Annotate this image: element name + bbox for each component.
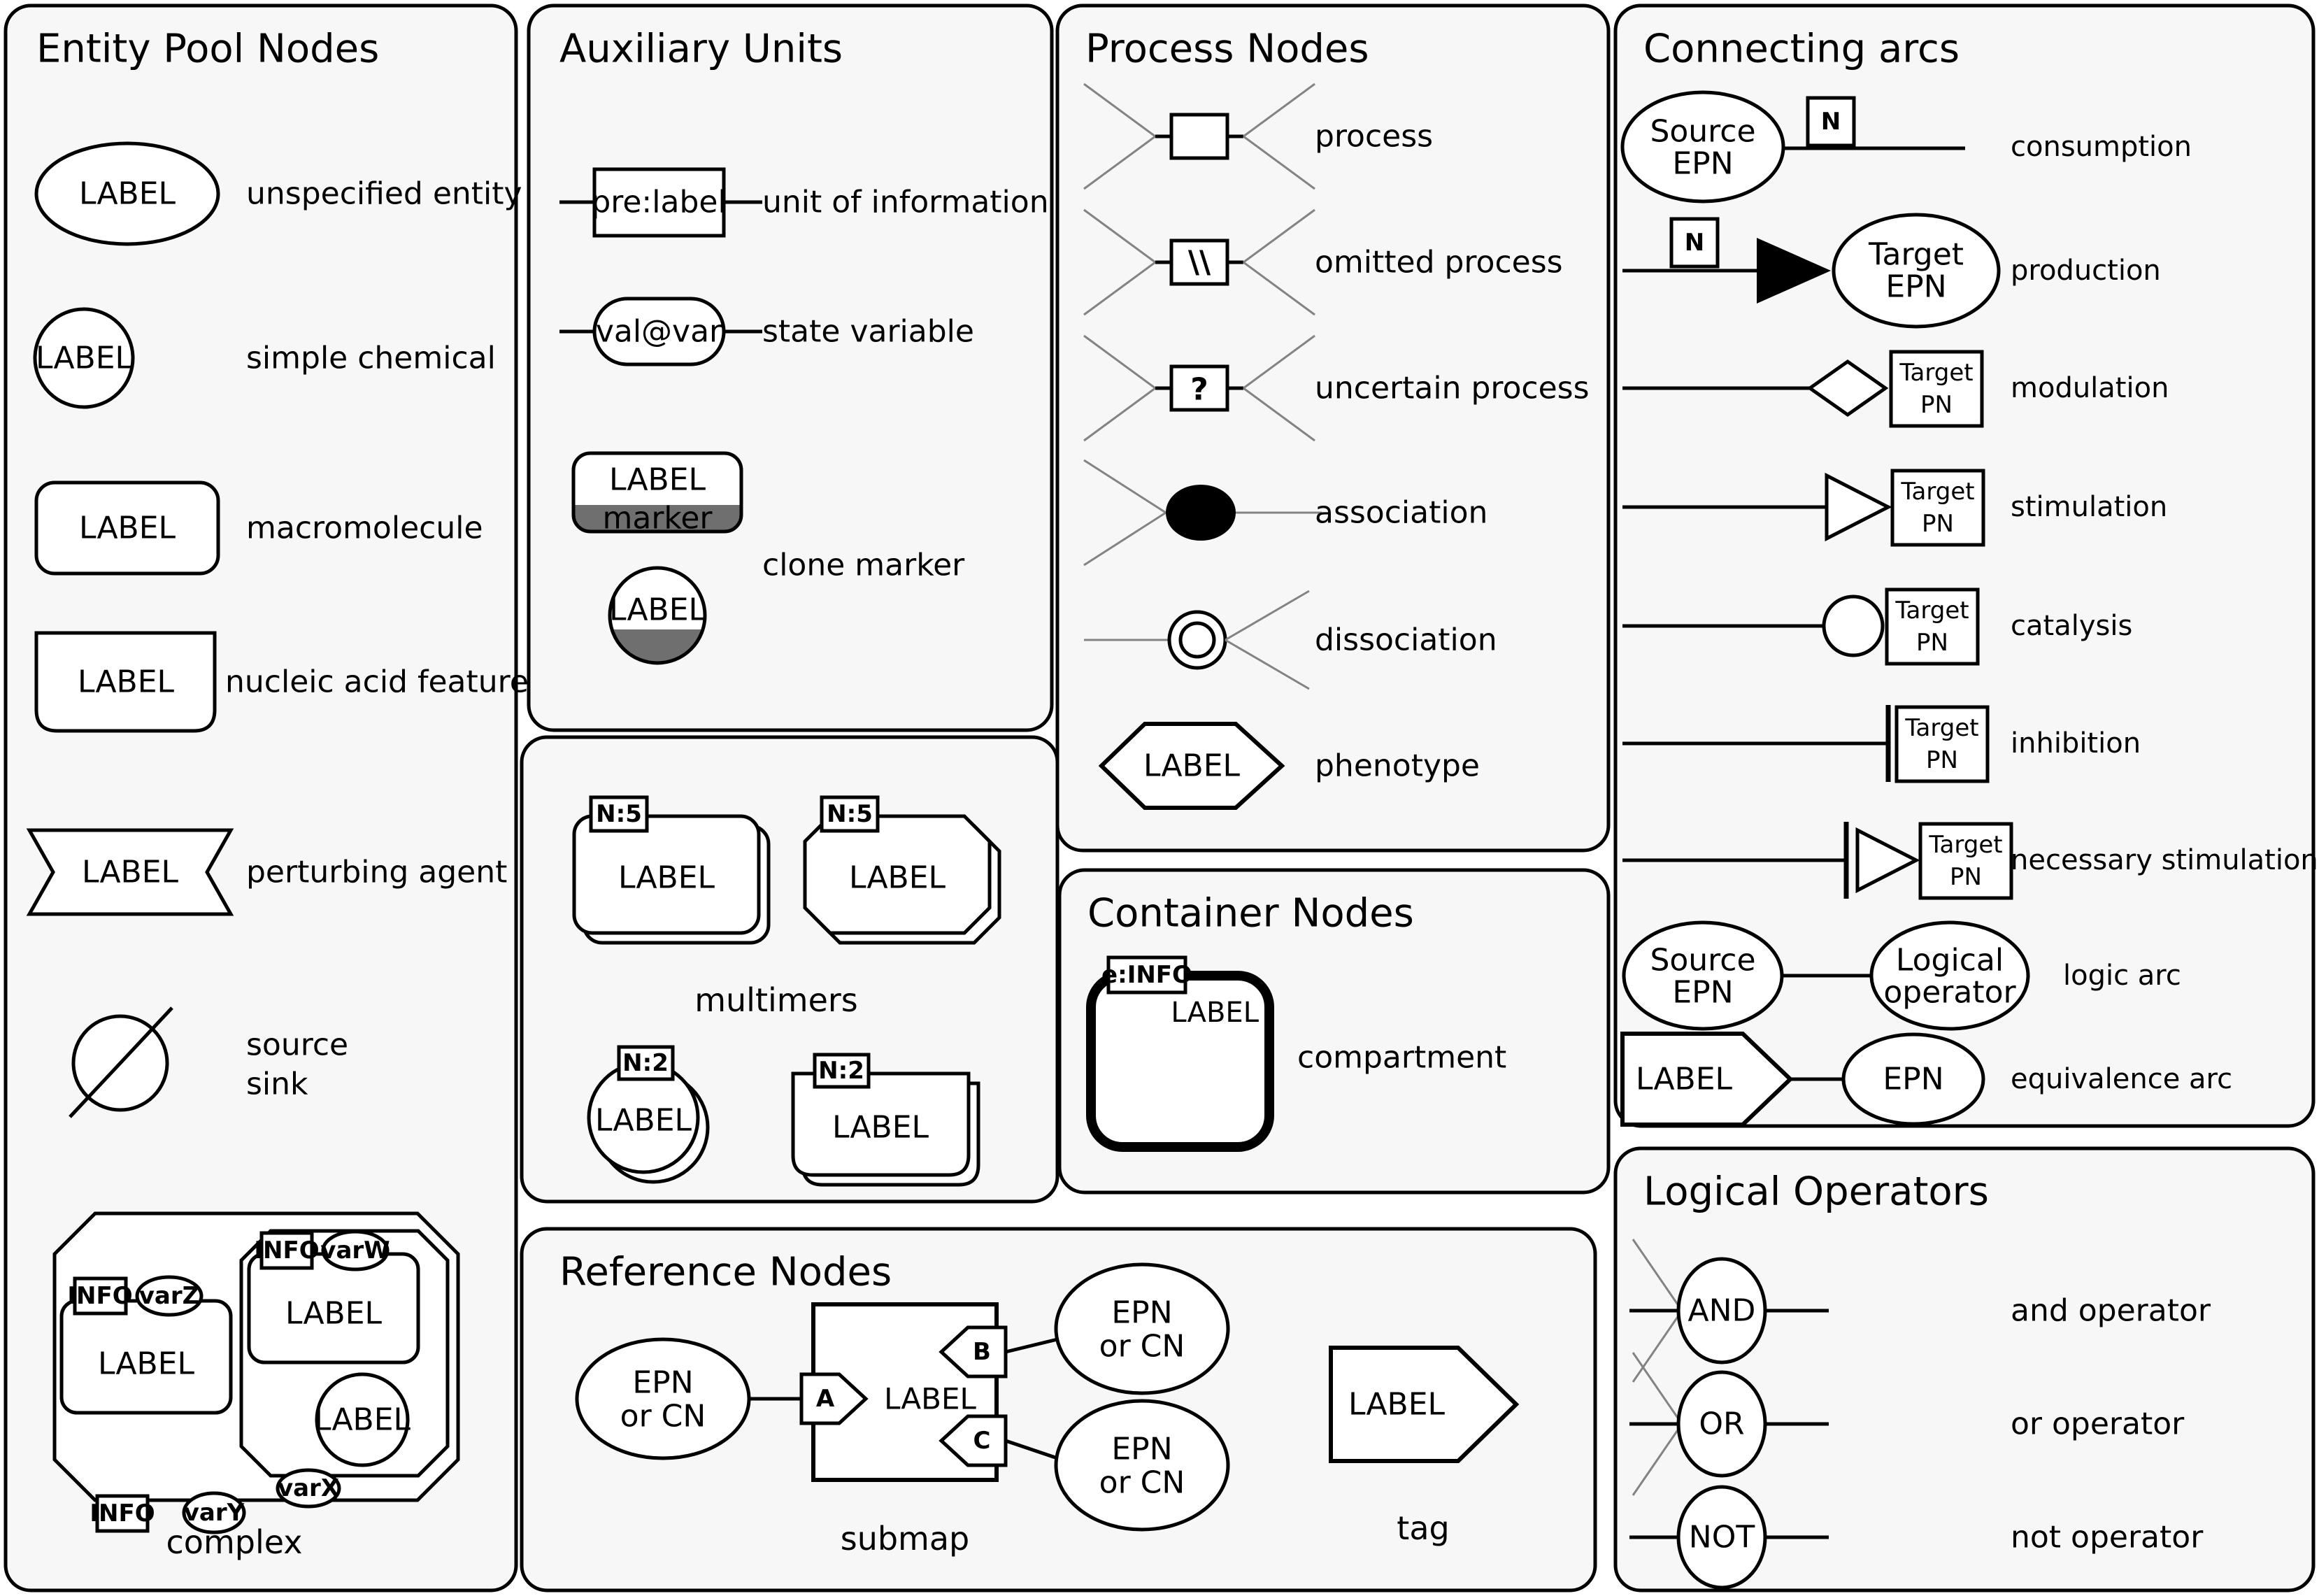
multimers-caption: multimers: [694, 981, 858, 1019]
phenotype-caption: phenotype: [1315, 748, 1480, 784]
dissociation-outer-circle: [1169, 612, 1225, 668]
unspecified-entity-caption: unspecified entity: [246, 176, 522, 212]
consumption-caption: consumption: [2011, 131, 2192, 163]
omitted-process-caption: omitted process: [1315, 244, 1563, 280]
chemical-multimer-label: LABEL: [594, 1102, 692, 1139]
association-shape: [1166, 485, 1236, 541]
submap-tag-b-text: B: [973, 1338, 991, 1366]
or-operator-caption: or operator: [2011, 1406, 2185, 1442]
auxiliary-panel-border: [529, 6, 1052, 730]
panel-reference-nodes: [522, 1229, 1595, 1590]
macromolecule-caption: macromolecule: [246, 510, 483, 546]
panel-multimers: [522, 737, 1057, 1202]
panel-entity-pool-nodes: [6, 6, 529, 1590]
consumption-source-line1: Source: [1650, 113, 1756, 150]
unit-of-information-caption: unit of information: [762, 184, 1049, 220]
complex-macro1-info-text: INFO: [67, 1282, 133, 1310]
not-operator-caption: not operator: [2011, 1519, 2204, 1555]
association-caption: association: [1315, 494, 1488, 531]
complex-chemical-label: LABEL: [313, 1402, 411, 1438]
inhibition-caption: inhibition: [2011, 727, 2141, 760]
macromolecule-label: LABEL: [78, 510, 176, 546]
production-target-line2: EPN: [1885, 269, 1947, 305]
catalysis-caption: catalysis: [2011, 610, 2133, 642]
arcs-title: Connecting arcs: [1643, 26, 1960, 72]
complex-macro2-info-text: INFO: [254, 1237, 320, 1264]
production-caption: production: [2011, 255, 2161, 287]
equivalence-epn-text: EPN: [1883, 1061, 1944, 1097]
consumption-source-line2: EPN: [1672, 145, 1734, 182]
necessary-stimulation-caption: necessary stimulation: [2011, 844, 2318, 876]
panel-logical-operators: [1615, 1148, 2313, 1590]
container-title: Container Nodes: [1087, 890, 1414, 936]
submap-caption: submap: [840, 1520, 970, 1558]
clone-macromolecule-label: LABEL: [608, 462, 706, 498]
omitted-process-glyph: \\: [1187, 244, 1211, 280]
clone-chemical-label: LABEL: [608, 592, 706, 628]
macromolecule-multimer-card: N:5: [596, 800, 642, 828]
complex-bottom-info-text: INFO: [90, 1499, 155, 1527]
state-variable-label: val@var: [595, 313, 722, 350]
clone-marker-caption: clone marker: [762, 547, 965, 583]
submap-epn1-line1: EPN: [632, 1365, 694, 1401]
inhibition-target-line1: Target: [1905, 714, 1979, 742]
catalysis-circle: [1824, 597, 1883, 655]
stimulation-target-line2: PN: [1922, 510, 1954, 538]
complex-inner-state-text: varX: [277, 1474, 340, 1502]
simple-chemical-label: LABEL: [35, 340, 133, 376]
nucleic-acid-feature-label: LABEL: [77, 664, 175, 700]
logic-source-line2: EPN: [1672, 974, 1734, 1011]
perturbing-agent-caption: perturbing agent: [246, 854, 508, 890]
dissociation-caption: dissociation: [1315, 622, 1497, 658]
consumption-card-text: N: [1820, 108, 1841, 136]
logical-title: Logical Operators: [1643, 1169, 1989, 1215]
modulation-caption: modulation: [2011, 372, 2169, 404]
compartment-caption: compartment: [1297, 1039, 1507, 1076]
state-variable-caption: state variable: [762, 313, 974, 350]
and-operator-label: AND: [1687, 1292, 1756, 1329]
logic-arc-caption: logic arc: [2063, 960, 2181, 992]
process-square: [1171, 115, 1227, 158]
complex-multimer-card: N:5: [827, 800, 873, 828]
and-operator-caption: and operator: [2011, 1292, 2211, 1329]
panel-container-nodes: [1059, 870, 1608, 1192]
source-caption: source: [246, 1027, 349, 1063]
reference-title: Reference Nodes: [559, 1249, 892, 1295]
modulation-target-line2: PN: [1920, 391, 1953, 419]
simple-chemical-caption: simple chemical: [246, 340, 496, 376]
submap-epn3-line1: EPN: [1111, 1431, 1173, 1467]
stimulation-caption: stimulation: [2011, 491, 2168, 523]
uncertain-process-glyph: ?: [1190, 371, 1208, 408]
catalysis-target-line2: PN: [1916, 629, 1948, 657]
tag-label: LABEL: [1348, 1386, 1446, 1423]
macromolecule-multimer-label: LABEL: [618, 860, 715, 896]
logic-operator-line1: Logical: [1895, 942, 2004, 978]
submap-label: LABEL: [884, 1381, 976, 1416]
stimulation-target-line1: Target: [1901, 478, 1975, 506]
phenotype-label: LABEL: [1143, 748, 1241, 784]
panel-process-nodes: [1057, 6, 1608, 850]
process-title: Process Nodes: [1085, 26, 1369, 72]
panel-connecting-arcs: [1615, 6, 2318, 1126]
perturbing-agent-label: LABEL: [81, 854, 179, 890]
logic-source-line1: Source: [1650, 942, 1756, 978]
compartment-label: LABEL: [1171, 997, 1259, 1029]
complex-multimer-label: LABEL: [848, 860, 946, 896]
production-card-text: N: [1684, 229, 1705, 257]
submap-epn1-line2: or CN: [620, 1398, 706, 1434]
submap-epn2-line1: EPN: [1111, 1295, 1173, 1331]
entity-pool-title: Entity Pool Nodes: [36, 26, 380, 72]
submap-epn3-line2: or CN: [1099, 1465, 1185, 1501]
submap-tag-c-text: C: [973, 1427, 991, 1455]
complex-caption: complex: [166, 1523, 303, 1561]
modulation-target-line1: Target: [1899, 359, 1974, 387]
chemical-multimer-card: N:2: [622, 1049, 669, 1077]
process-caption: process: [1315, 118, 1434, 155]
equivalence-tag-label: LABEL: [1635, 1061, 1733, 1097]
complex-macro1-state-text: varZ: [138, 1282, 200, 1310]
inhibition-target-line2: PN: [1926, 746, 1958, 774]
not-operator-label: NOT: [1688, 1519, 1755, 1555]
tag-caption: tag: [1397, 1509, 1450, 1547]
nucleic-multimer-card: N:2: [818, 1057, 864, 1085]
submap-epn2-line2: or CN: [1099, 1328, 1185, 1365]
complex-macro2-state-text: varW: [320, 1237, 390, 1264]
complex-macro1-label: LABEL: [97, 1346, 195, 1382]
panel-auxiliary-units: [529, 6, 1052, 730]
necessary-target-line2: PN: [1950, 863, 1982, 891]
equivalence-arc-caption: equivalence arc: [2011, 1063, 2233, 1095]
complex-bottom-state-text: varY: [183, 1499, 245, 1527]
necessary-target-line1: Target: [1929, 831, 2003, 859]
nucleic-multimer-label: LABEL: [832, 1109, 929, 1146]
production-target-line1: Target: [1868, 236, 1964, 273]
sink-caption: sink: [246, 1066, 308, 1102]
nucleic-acid-feature-caption: nucleic acid feature: [225, 664, 529, 700]
catalysis-target-line1: Target: [1895, 597, 1969, 625]
logic-operator-line2: operator: [1883, 974, 2016, 1011]
unspecified-entity-label: LABEL: [78, 176, 176, 212]
clone-marker-text: marker: [602, 500, 713, 536]
complex-macro2-label: LABEL: [285, 1295, 383, 1332]
unit-of-information-label: pre:label: [591, 184, 727, 220]
auxiliary-title: Auxiliary Units: [559, 26, 843, 72]
submap-tag-a-text: A: [815, 1385, 835, 1413]
or-operator-label: OR: [1699, 1406, 1745, 1442]
uncertain-process-caption: uncertain process: [1315, 370, 1590, 406]
compartment-info-text: e:INFO: [1101, 961, 1192, 989]
